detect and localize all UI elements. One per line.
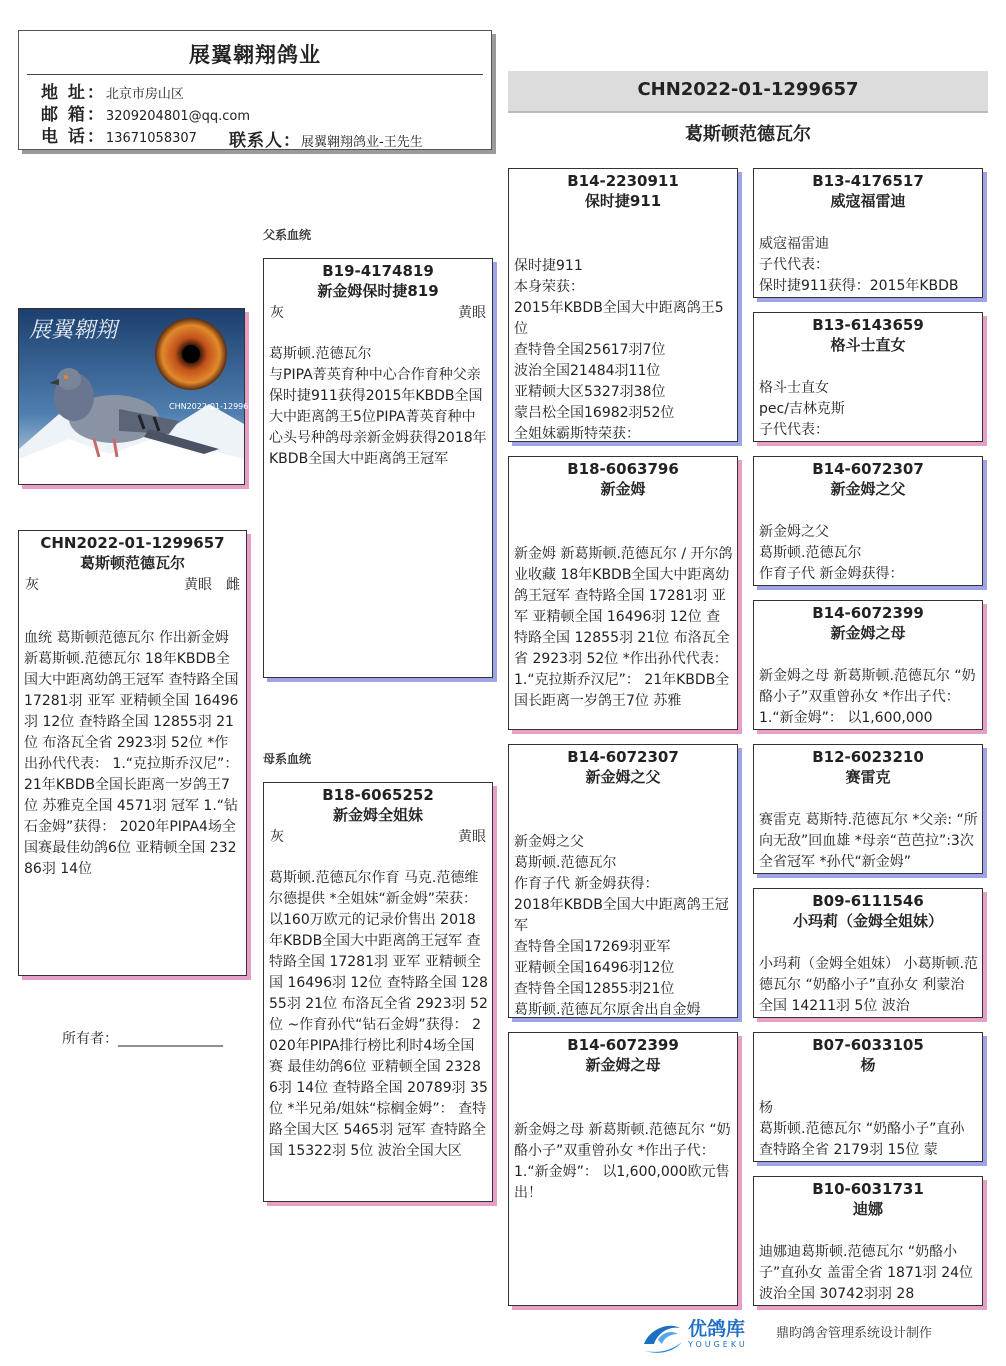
gp-notes: 新金姆之父 葛斯顿.范德瓦尔 作育子代 新金姆获得： 2018年KBDB全国大中距离鸽王冠军 查特鲁全国17269羽亚军 亚精顿全国16496羽12位 查特鲁全国12855羽21位 葛斯顿.范德瓦尔原舍出自金姆 [514, 834, 729, 1018]
gp-notes: 保时捷911 本身荣获： 2015年KBDB全国大中距离鸽王5位 查特鲁全国25617羽7位 波治全国21484羽11位 亚精顿大区5327羽38位 蒙吕松全国16982羽52位 全姐妹霸斯特荣获： [514, 258, 724, 442]
grandsire-paternal-card[interactable] [508, 168, 738, 442]
gp-ring: B14-6072399 [567, 1036, 679, 1054]
ggp-name: 威寇福雷迪 [830, 192, 906, 210]
subject-notes: 血统 葛斯顿范德瓦尔 作出新金姆 新葛斯顿.范德瓦尔 18年KBDB全国大中距离幼鸽王冠军 查特路全国 17281羽 亚军 亚精顿全国 16496羽 12位 查特路全国 12855羽 21位 布洛瓦全省 2923羽 52位 *作出孙代代表： 1.“克拉斯乔汉尼”： 21年KBDB全国长距离一岁鸽王7位 苏雅克全国 4571羽 冠军 1.“钻石金姆”获得： 2020年PIPA4场全国赛最佳幼鸽6位 亚精顿全国 23286羽 14位 [24, 630, 243, 877]
ggp-notes: 杨 葛斯顿.范德瓦尔 “奶酪小子”直孙 查特路全省 2179羽 15位 蒙 [759, 1100, 965, 1158]
subject-ring-banner: CHN2022-01-1299657 [508, 71, 988, 113]
ggp-ring: B14-6072399 [812, 604, 924, 622]
ggp-ring: B07-6033105 [812, 1036, 924, 1054]
ggp-notes: 新金姆之母 新葛斯顿.范德瓦尔 “奶酪小子”双重曾孙女 *作出子代： 1.“新金姆”： 以1,600,000 [759, 668, 976, 726]
ggp-ring: B09-6111546 [812, 892, 924, 910]
great-grandparent-card[interactable] [753, 888, 983, 1018]
dam-line-label: 母系血统 [263, 752, 312, 766]
sire-eye: 黄眼 [458, 305, 486, 321]
subject-ring: CHN2022-01-1299657 [40, 534, 225, 552]
ggp-ring: B14-6072307 [812, 460, 924, 478]
ggp-notes: 威寇福雷迪 子代代表： 保时捷911获得：2015年KBDB [759, 236, 959, 294]
brand-name: 优鸽库 [688, 1318, 746, 1340]
loft-title: 展翼翱翔鸽业 [189, 43, 321, 67]
ggp-name: 小玛莉（金姆全姐妹） [792, 912, 943, 930]
dam-attributes [264, 826, 492, 848]
dam-notes: 葛斯顿.范德瓦尔作育 马克.范德维尔德提供 *全姐妹“新金姆”荣获： 以160万欧元的记录价售出 2018年KBDB全国大中距离鸽王冠军 查特路全国 17281羽 亚军 亚精顿全国 16496羽 12位 查特路全国 12855羽 21位 布洛瓦全省 2923羽 52位 ~作育孙代“钻石金姆”获得： 2020年PIPA排行榜比利时4场全国赛 最佳幼鸽6位 亚精顿全国 23286羽 14位 查特路全国 20789羽 35位 *半兄弟/姐妹“棕榈金姆”： 查特路全国大区 5465羽 冠军 查特路全国 15322羽 5位 波治全国大区 [269, 870, 488, 1159]
contact-value: 展翼翱翔鸽业-王先生 [301, 135, 423, 150]
brand-name-en: YOUGEKU [688, 1340, 748, 1349]
ggp-name: 新金姆之父 [830, 480, 906, 498]
photo-banner-text: 展翼翱翔 [29, 318, 118, 343]
great-grandparent-card[interactable] [753, 456, 983, 586]
dam-name: 新金姆全姐妹 [332, 806, 423, 824]
footer-brand [640, 1318, 748, 1356]
subject-eye: 黄眼 [184, 577, 212, 593]
address-label: 地 址： [41, 83, 106, 103]
pigeon-photo [18, 308, 259, 485]
subject-sex: 雌 [226, 577, 240, 593]
brand-logo-icon [640, 1318, 684, 1356]
sire-color: 灰 [270, 305, 284, 321]
sire-card[interactable] [263, 258, 493, 678]
ggp-notes: 赛雷克 葛斯特.范德瓦尔 *父亲: “所向无敌”回血雄 *母亲“芭芭拉”:3次全省冠军 *孙代“新金姆” [759, 812, 978, 870]
granddam-maternal-card[interactable] [508, 1032, 738, 1306]
gp-name: 新金姆之母 [585, 1056, 661, 1074]
gp-name: 新金姆 [600, 480, 646, 498]
sire-name: 新金姆保时捷819 [317, 282, 439, 300]
address-value: 北京市房山区 [105, 87, 184, 102]
phone-value: 13671058307 [105, 131, 197, 146]
subject-card[interactable] [18, 530, 247, 976]
ggp-name: 新金姆之母 [830, 624, 906, 642]
gp-ring: B14-2230911 [567, 172, 679, 190]
dam-card[interactable] [263, 782, 493, 1202]
gp-name: 保时捷911 [584, 192, 662, 210]
ggp-ring: B12-6023210 [812, 748, 924, 766]
great-grandparent-card[interactable] [753, 312, 983, 442]
owner-line: 所有者：_______________ [62, 1031, 223, 1047]
dam-color: 灰 [270, 829, 284, 845]
ggp-ring: B13-6143659 [812, 316, 924, 334]
ggp-name: 杨 [860, 1056, 876, 1074]
great-grandparent-card[interactable] [753, 1032, 983, 1162]
dam-ring: B18-6065252 [322, 786, 434, 804]
contact-rows [41, 83, 250, 149]
grandsire-maternal-card[interactable] [508, 744, 738, 1018]
photo-caption: CHN2022-01-1299657 [169, 402, 259, 411]
subject-color: 灰 [25, 577, 39, 593]
subject-name: 葛斯顿范德瓦尔 [79, 554, 185, 572]
great-grandparent-card[interactable] [753, 600, 983, 730]
great-grandparent-card[interactable] [753, 744, 983, 874]
email-value: 3209204801@qq.com [105, 109, 251, 124]
sire-attributes [264, 302, 492, 324]
subject-name-banner: 葛斯顿范德瓦尔 [685, 124, 811, 145]
gp-name: 新金姆之父 [585, 768, 661, 786]
gp-notes: 新金姆 新葛斯顿.范德瓦尔 / 开尔鸽业收藏 18年KBDB全国大中距离幼鸽王冠军 查特路全国 17281羽 亚军 亚精顿全国 16496羽 12位 查特路全国 12855羽 21位 布洛瓦全省 2923羽 52位 *作出孙代代表： 1.“克拉斯乔汉尼”： 21年KBDB全国长距离一岁鸽王7位 苏雅 [514, 546, 733, 709]
great-grandparent-card[interactable] [753, 1176, 983, 1306]
ggp-ring: B10-6031731 [812, 1180, 924, 1198]
ggp-name: 赛雷克 [845, 768, 891, 786]
header-card [18, 30, 492, 150]
ggp-ring: B13-4176517 [812, 172, 924, 190]
subject-attributes [19, 574, 246, 596]
dam-eye: 黄眼 [458, 829, 486, 845]
ggp-name: 迪娜 [852, 1200, 883, 1218]
gp-ring: B18-6063796 [567, 460, 679, 478]
sire-line-label: 父系血统 [263, 228, 312, 242]
sire-ring: B19-4174819 [322, 262, 434, 280]
ggp-name: 格斗士直女 [830, 336, 906, 354]
pigeon-photo-illustration [19, 309, 259, 484]
granddam-paternal-card[interactable] [508, 456, 738, 730]
footer-credit: 鼎昀鸽舍管理系统设计制作 [776, 1326, 933, 1341]
ggp-notes: 格斗士直女 pec/吉林克斯 子代代表： [759, 380, 845, 438]
gp-ring: B14-6072307 [567, 748, 679, 766]
ggp-notes: 迪娜迪葛斯顿.范德瓦尔 “奶酪小子”直孙女 盖雷全省 1871羽 24位 波治全国 30742羽羽 28 [759, 1244, 978, 1302]
email-label: 邮 箱： [41, 105, 106, 125]
ggp-notes: 新金姆之父 葛斯顿.范德瓦尔 作育子代 新金姆获得： [759, 524, 904, 582]
gp-notes: 新金姆之母 新葛斯顿.范德瓦尔 “奶酪小子”双重曾孙女 *作出子代： 1.“新金姆”： 以1,600,000欧元售出！ [514, 1122, 731, 1201]
contact-label: 联系人： [229, 131, 301, 151]
ggp-notes: 小玛莉（金姆全姐妹） 小葛斯顿.范德瓦尔 “奶酪小子”直孙女 利蒙治全国 14211羽 5位 波治 [759, 956, 978, 1014]
phone-label: 电 话： [41, 127, 106, 147]
header-divider [27, 74, 483, 75]
sire-notes: 葛斯顿.范德瓦尔 与PIPA菁英育种中心合作育种父亲保时捷911获得2015年KBDB全国大中距离鸽王5位PIPA菁英育种中心头号种鸽母亲新金姆获得2018年KBDB全国大中距离鸽王冠军 [269, 346, 487, 467]
contact-person [229, 126, 423, 151]
great-grandparent-card[interactable] [753, 168, 983, 298]
